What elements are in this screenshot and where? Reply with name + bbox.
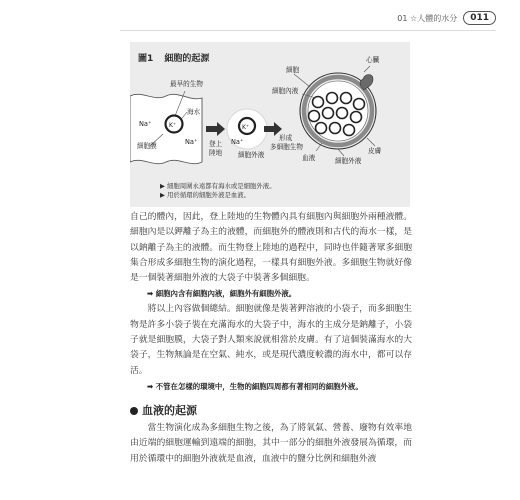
page-number: 011	[463, 11, 496, 25]
cell	[309, 111, 320, 122]
paragraph: 將以上內容做個總結。細胞就像是裝著鉀溶液的小袋子，而多細胞生物是許多小袋子裝在充滿海水的大袋子中，海水的主成分是鈉離子，小袋子就是細胞膜，大袋子對人類來說就相當於皮膚。有了這個裝滿海水的大袋子，生物無論是在空氣、純水，或是現代濃度較濃的海水中，都可以存活。	[130, 304, 412, 376]
label-na-3: Na⁺	[231, 138, 244, 146]
label-ecf-small: 細胞外液	[238, 151, 265, 159]
label-landing-2: 陸地	[209, 149, 223, 157]
label-icf: 細胞內液	[272, 87, 299, 95]
cell	[354, 99, 365, 110]
cell	[344, 125, 355, 136]
chapter-label: 01 ☆人體的水分	[397, 13, 458, 23]
cell	[327, 93, 338, 104]
section-title: 血液的起源	[142, 403, 197, 417]
label-heart: 心臟	[366, 56, 380, 64]
figure-number: 圖1	[138, 54, 154, 64]
paragraph: 自己的體內，因此，登上陸地的生物體內具有細胞內與細胞外兩種液體。細胞內是以鉀離子為主的液體，而細胞外的體液則和古代的海水一樣，是以鈉離子為主的液體。而生物登上陸地的過程中，同時也伴隨著眾多細胞集合形成多細胞生物的演化過程，一樣具有細胞外液。多細胞生物就好像是一個裝著細胞外液的大袋子中裝著多個細胞。	[130, 212, 412, 284]
label-cell-membrane: 細胞膜	[137, 142, 157, 150]
pointer-line	[364, 66, 370, 72]
cell	[316, 123, 327, 134]
pointer-line	[338, 149, 344, 156]
label-k-1: K⁺	[169, 122, 177, 129]
label-cell: 細胞	[286, 66, 300, 74]
figure-note: ▶ 細胞周圍永遠都有海水或是細胞外液。	[160, 182, 276, 190]
body-text	[130, 210, 412, 467]
label-form-2: 多細胞生物	[270, 143, 303, 151]
label-earliest-organism: 最早的生物	[170, 80, 203, 88]
page-header	[397, 8, 496, 28]
label-na-2: Na⁺	[185, 138, 198, 146]
label-seawater: 海水	[187, 108, 201, 116]
cell	[313, 97, 324, 108]
label-landing-1: 登上	[209, 140, 223, 148]
figure-notes	[160, 182, 276, 200]
pointer-line	[367, 138, 375, 146]
label-form-1: 形成	[279, 134, 293, 142]
cell	[323, 108, 334, 119]
label-blood: 血液	[302, 154, 316, 162]
label-ecf-large: 細胞外液	[335, 157, 362, 165]
label-k-2: K⁺	[242, 124, 250, 131]
section-heading	[130, 401, 412, 421]
label-skin: 皮膚	[368, 147, 382, 155]
bullet-icon	[130, 407, 138, 415]
paragraph: 當生物演化成為多細胞生物之後，為了將氧氣、營養、廢物有效率地由近端的細胞運輸到遠端的細胞，其中一部分的細胞外液發展為循環，而用於循環中的細胞外液就是血液，血液中的鹽分比例和細胞外液	[130, 422, 412, 464]
header-divider	[120, 30, 496, 31]
label-na-1: Na⁺	[139, 120, 152, 128]
heart-chamber	[360, 75, 373, 91]
key-point-callout: ➡ 不管在怎樣的環境中，生物的細胞四周都有著相同的細胞外液。	[147, 381, 363, 391]
cell	[351, 112, 362, 123]
figure-cell-origin	[130, 42, 410, 207]
figure-note: ▶ 用於循環的細胞外液是血液。	[160, 191, 251, 199]
cell	[341, 93, 352, 104]
key-point-callout: ➡ 細胞內含有細胞內液，細胞外有細胞外液。	[147, 289, 297, 299]
arrow-landing	[206, 122, 225, 136]
pointer-line	[294, 74, 310, 87]
cell	[337, 108, 348, 119]
figure-title-text: 細胞的起源	[164, 54, 210, 64]
cell	[330, 123, 341, 134]
